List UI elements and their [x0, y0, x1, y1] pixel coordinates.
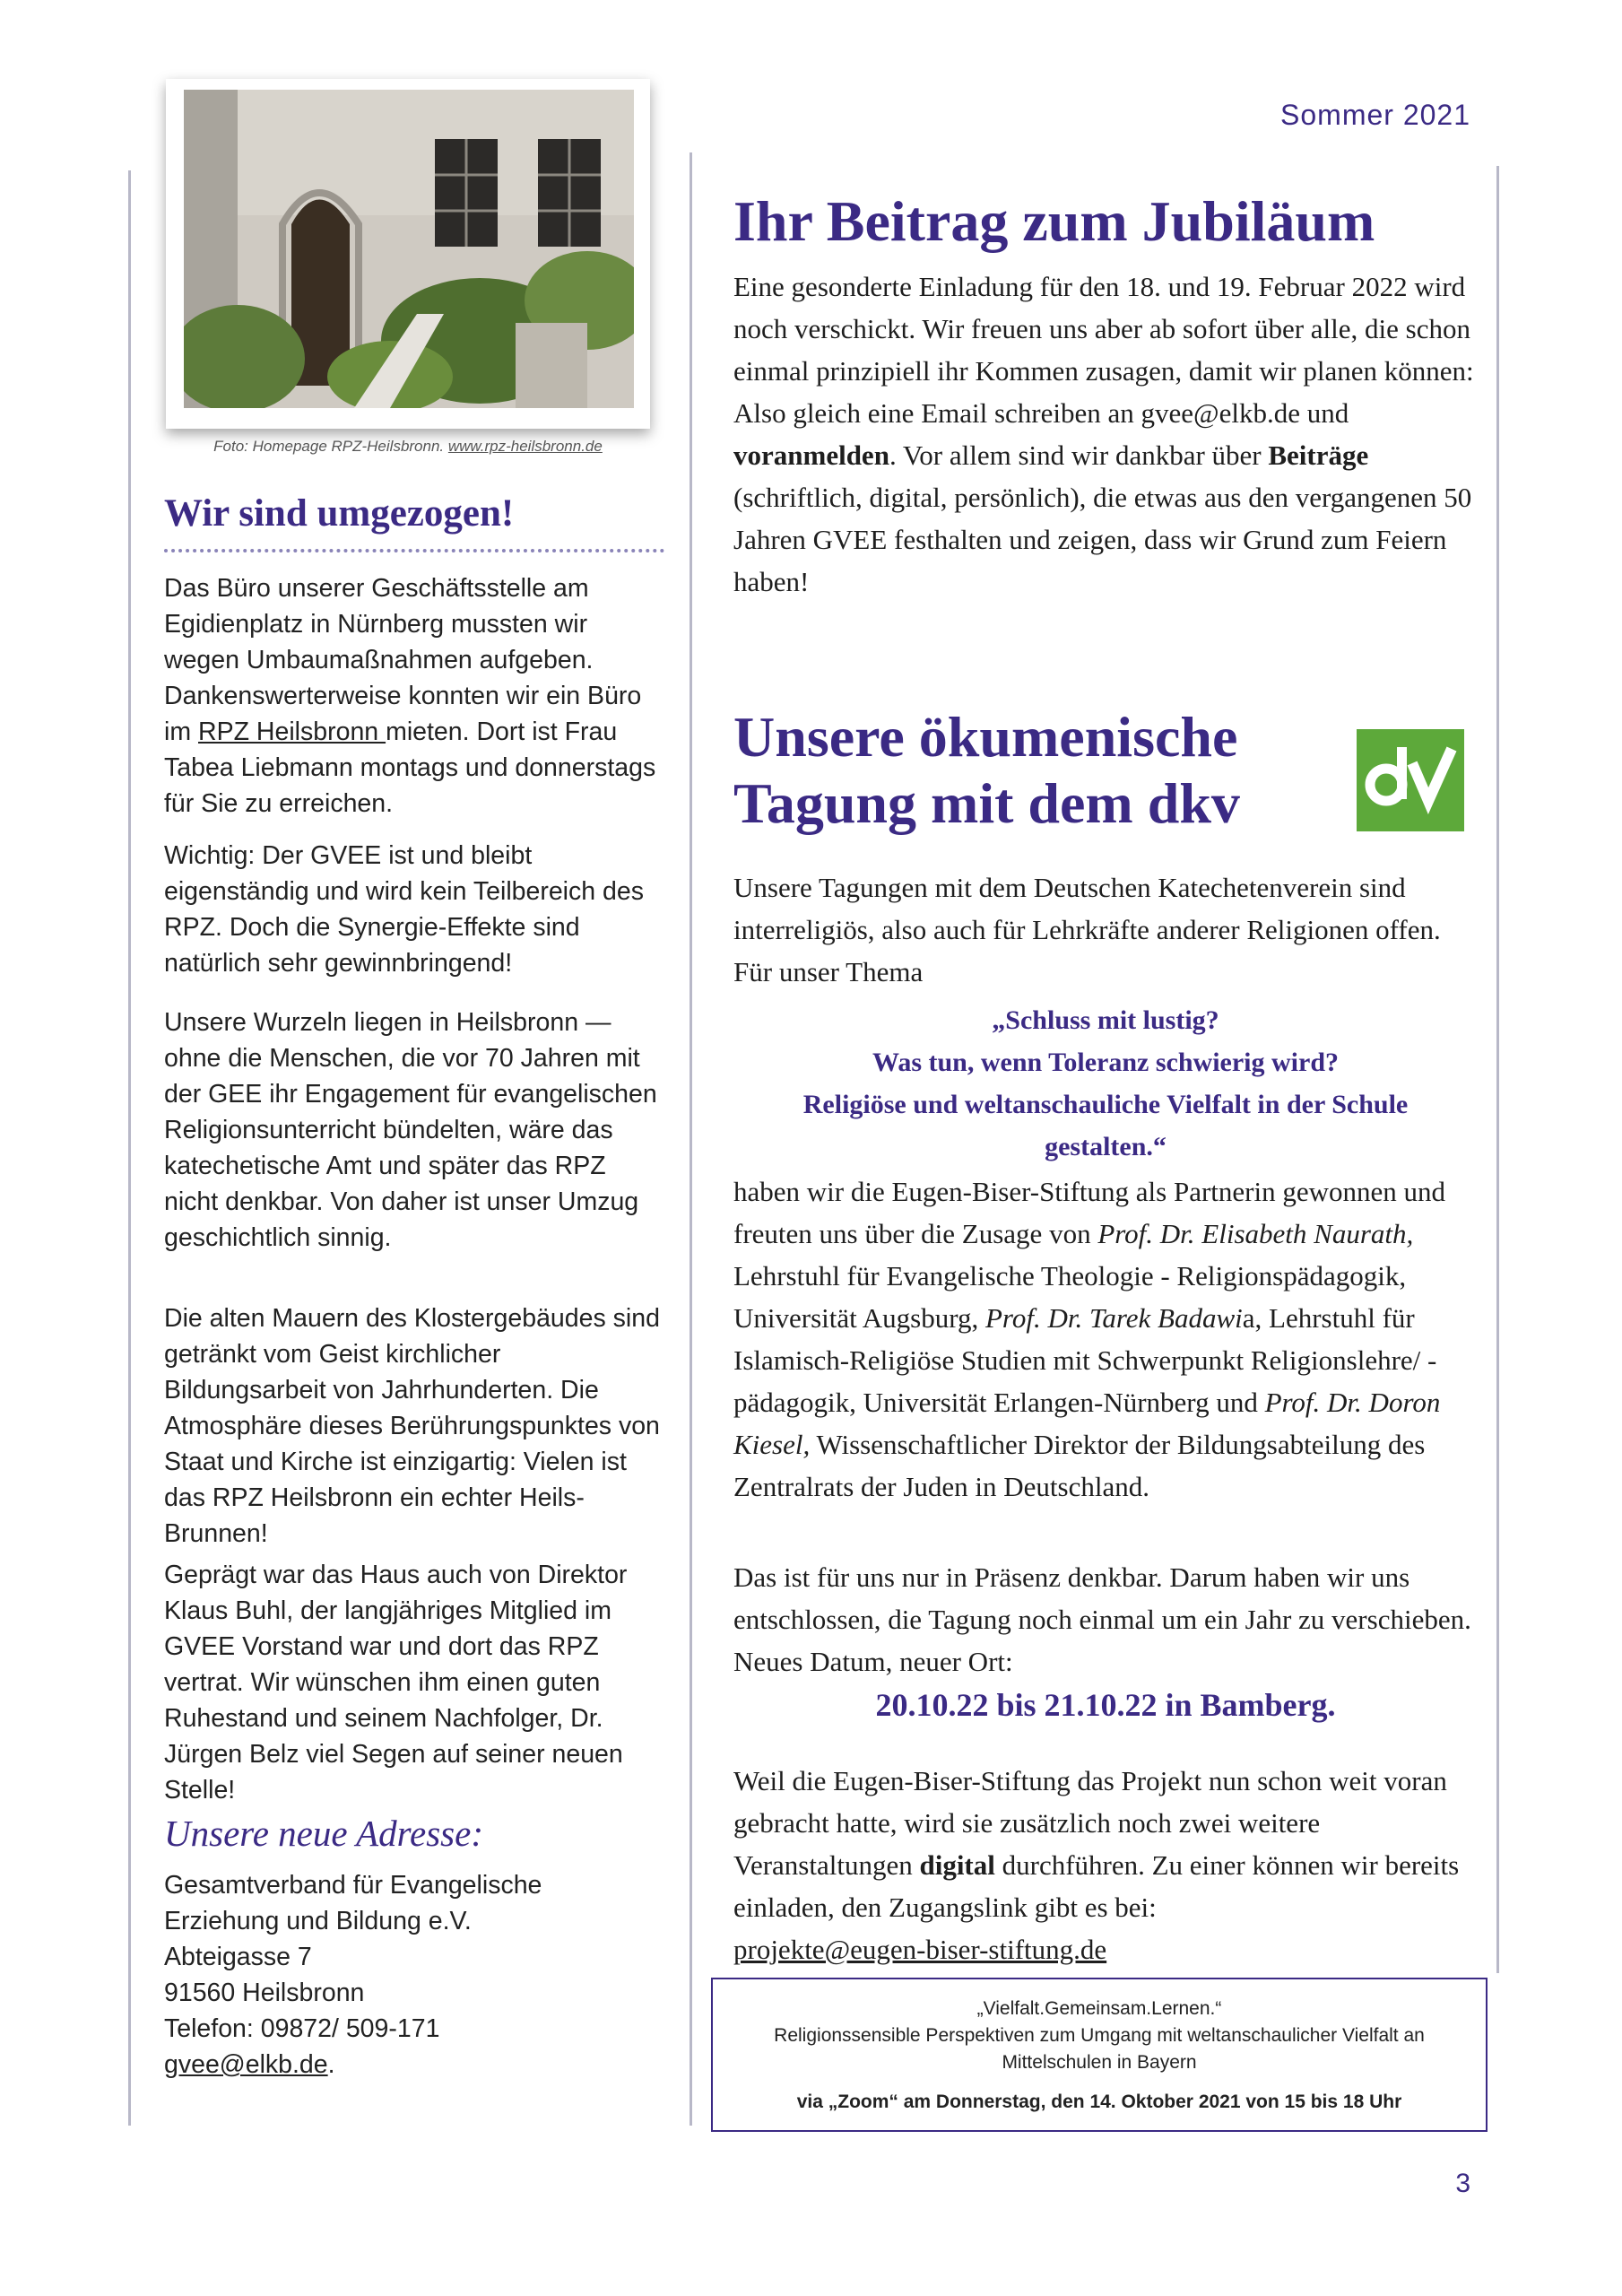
event-subtitle-line-2: Mittelschulen in Bayern [1002, 2052, 1197, 2073]
address-line-4: 91560 Heilsbronn [164, 1979, 365, 2007]
left-column-rule [128, 170, 131, 2126]
digital-bold: digital [919, 1849, 995, 1881]
left-paragraph-2: Wichtig: Der GVEE ist und bleibt eigenständig und wird kein Teilbereich des RPZ. Doch die Synergie-Effekte sind natürlich sehr gewinnbringend! [164, 841, 644, 978]
speakers-text-b: Lehrstuhl für Evangelische Theologie - Religionspädagogik, Universität Augsburg, [733, 1260, 1407, 1334]
section-title-tagung-line-2: Tagung mit dem dkv [733, 771, 1240, 835]
rpz-heilsbronn-link[interactable]: RPZ Heilsbronn [198, 718, 386, 746]
address-line-3: Abteigasse 7 [164, 1943, 312, 1971]
digital-text-b: durchführen. Zu einer können wir bereits einladen, den Zugangslink gibt es bei: [733, 1849, 1460, 1923]
event-box [711, 1978, 1488, 2132]
address-block [164, 1867, 666, 2083]
speaker-badawia: Prof. Dr. Tarek Badawi [985, 1302, 1243, 1334]
address-line-2: Erziehung und Bildung e.V. [164, 1907, 472, 1935]
address-line-5: Telefon: 09872/ 509-171 [164, 2014, 440, 2043]
tagung-speakers-paragraph [733, 1170, 1478, 1508]
address-email-link[interactable]: gvee@elkb.de [164, 2050, 328, 2079]
speaker-kiesel: Prof. Dr. Doron Kiesel, [733, 1387, 1441, 1460]
left-paragraph-1 [164, 570, 666, 822]
header-date: Sommer 2021 [1280, 99, 1470, 131]
left-paragraph-3: Unsere Wurzeln liegen in Heilsbronn — ohne die Menschen, die vor 70 Jahren mit der GEE ihr Engagement für evangelischen Religionsunterricht bündelten, wäre das katechetische Amt und später das RPZ nicht denkbar. Von daher ist unser Umzug geschichtlich sinnig. [164, 1008, 657, 1252]
digital-text-a: Weil die Eugen-Biser-Stiftung das Projekt nun schon weit voran gebracht hatte, wird sie zusätzlich noch zwei weitere Veranstaltungen [733, 1765, 1447, 1881]
section-title-jubilaeum: Ihr Beitrag zum Jubiläum [733, 189, 1375, 253]
tagung-intro: Unsere Tagungen mit dem Deutschen Katechetenverein sind interreligiös, also auch für Lehrkräfte anderer Religionen offen. Für unser Thema [733, 872, 1441, 987]
photo-frame [166, 79, 650, 429]
section-title-tagung-line-1: Unsere ökumenische [733, 705, 1238, 769]
center-column-rule [690, 152, 692, 2126]
page-number: 3 [1455, 2169, 1470, 2198]
jubilaeum-text-c: (schriftlich, digital, persönlich), die etwas aus den vergangenen 50 Jahren GVEE festhalten und zeigen, dass wir Grund zum Feiern haben! [733, 482, 1472, 597]
left-paragraph-5: Geprägt war das Haus auch von Direktor Klaus Buhl, der langjähriges Mitglied im GVEE Vorstand war und dort das RPZ vertrat. Wir wünschen ihm einen guten Ruhestand und seinem Nachfolger, Dr. Jürgen Belz viel Segen auf seiner neuen Stelle! [164, 1561, 628, 1805]
speakers-text-c: a, Lehrstuhl für Islamisch-Religiöse Studien mit Schwerpunkt Religionslehre/ -pädagogik, Universität Erlangen-Nürnberg und [733, 1302, 1437, 1418]
postponement-paragraph: Das ist für uns nur in Präsenz denkbar. Darum haben wir uns entschlossen, die Tagung noch einmal um ein Jahr zu verschieben. Neues Datum, neuer Ort: [733, 1561, 1471, 1677]
building-photo [184, 90, 634, 408]
beitraege-bold: Beiträge [1268, 439, 1369, 471]
right-column-rule [1496, 166, 1499, 1973]
tagung-theme-quote [733, 999, 1478, 1168]
quote-line-3: Religiöse und weltanschauliche Vielfalt in der Schule [802, 1090, 1409, 1119]
photo-caption-link[interactable]: www.rpz-heilsbronn.de [447, 438, 603, 455]
photo-caption-text: Foto: Homepage RPZ-Heilsbronn. [213, 438, 448, 455]
dkv-logo [1357, 729, 1464, 831]
event-title: „Vielfalt.Gemeinsam.Lernen.“ [976, 1998, 1222, 2019]
address-email-suffix: . [327, 2050, 335, 2079]
speakers-text-a: haben wir die Eugen-Biser-Stiftung als Partnerin gewonnen und freuten uns über die Zusage von [733, 1176, 1445, 1249]
dotted-divider [164, 549, 664, 552]
speakers-text-d: Wissenschaftlicher Direktor der Bildungsabteilung des Zentralrats der Juden in Deutschland. [733, 1429, 1426, 1502]
eugen-biser-email-link[interactable]: projekte@eugen-biser-stiftung.de [733, 1934, 1107, 1965]
voranmelden-bold: voranmelden [733, 439, 889, 471]
quote-line-2: Was tun, wenn Toleranz schwierig wird? [872, 1048, 1340, 1077]
address-title: Unsere neue Adresse: [164, 1813, 483, 1854]
address-line-1: Gesamtverband für Evangelische [164, 1871, 542, 1900]
left-p1-text-b: mieten. Dort ist Frau Tabea Liebmann montags und donnerstags für Sie zu erreichen. [164, 718, 656, 818]
new-dates: 20.10.22 bis 21.10.22 in Bamberg. [875, 1687, 1336, 1723]
photo-caption [166, 438, 650, 456]
dkv-logo-icon [1357, 729, 1464, 831]
quote-line-4: gestalten.“ [1045, 1132, 1167, 1161]
digital-events-paragraph [733, 1760, 1478, 1970]
event-date-info: via „Zoom“ am Donnerstag, den 14. Oktober 2021 von 15 bis 18 Uhr [796, 2092, 1402, 2112]
event-subtitle-line-1: Religionssensible Perspektiven zum Umgang mit weltanschaulicher Vielfalt an [774, 2025, 1425, 2046]
jubilaeum-text-b: . Vor allem sind wir dankbar über [889, 439, 1269, 471]
jubilaeum-text-a: Eine gesonderte Einladung für den 18. und 19. Februar 2022 wird noch verschickt. Wir freuen uns aber ab sofort über alle, die schon einmal prinzipiell ihr Kommen zusagen, damit wir planen können: Also gleich eine Email schreiben an gvee@elkb.de und [733, 271, 1474, 429]
section-title-tagung [733, 704, 1240, 837]
jubilaeum-paragraph [733, 265, 1478, 603]
address-email-line [164, 2047, 666, 2083]
speaker-naurath: Prof. Dr. Elisabeth Naurath, [1097, 1218, 1414, 1249]
quote-line-1: „Schluss mit lustig? [992, 1005, 1219, 1035]
left-paragraph-4: Die alten Mauern des Klostergebäudes sind getränkt vom Geist kirchlicher Bildungsarbeit von Jahrhunderten. Die Atmosphäre dieses Berührungspunktes von Staat und Kirche ist einzigartig: Vielen ist das RPZ Heilsbronn ein echter Heils-Brunnen! [164, 1304, 660, 1548]
left-section-title: Wir sind umgezogen! [164, 492, 515, 535]
left-p1-text-a: Das Büro unserer Geschäftsstelle am Egidienplatz in Nürnberg mussten wir wegen Umbaumaßnahmen aufgeben. Dankenswerterweise konnten wir ein Büro im [164, 574, 642, 746]
